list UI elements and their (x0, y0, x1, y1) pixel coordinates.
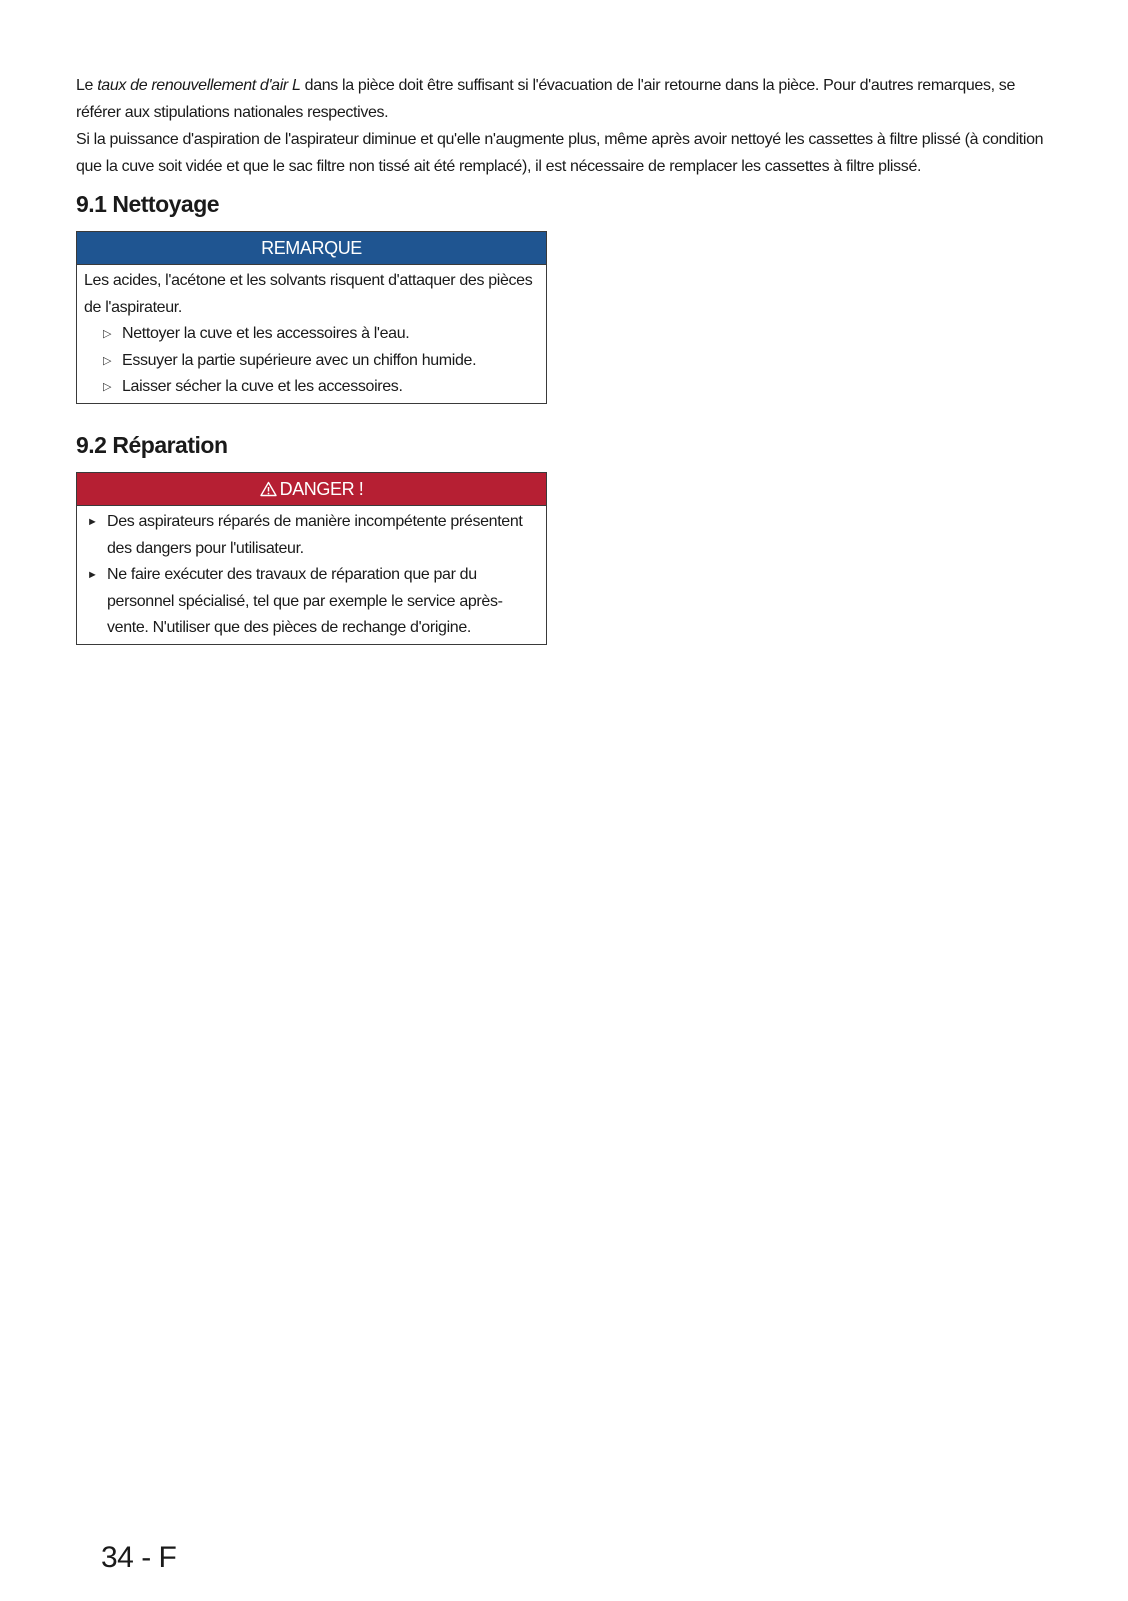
list-item: ► Des aspirateurs réparés de manière incompétente présentent des dangers pour l'utilisateur. (84, 509, 538, 562)
remarque-text: Les acides, l'acétone et les solvants risquent d'attaquer des pièces de l'aspirateur. (84, 272, 533, 316)
danger-header (77, 473, 546, 506)
warning-triangle-icon (260, 475, 277, 507)
remarque-list (84, 321, 538, 401)
intro-paragraph-2: Si la puissance d'aspiration de l'aspirateur diminue et qu'elle n'augmente plus, même après avoir nettoyé les cassettes à filtre plissé (à condition que la cuve soit vidée et que le sac filtre non tissé ait été remplacé), il est nécessaire de remplacer les cassettes à filtre plissé. (76, 131, 1044, 175)
remarque-header: REMARQUE (77, 232, 546, 265)
list-item: ▷ Essuyer la partie supérieure avec un chiffon humide. (84, 348, 538, 375)
hollow-triangle-bullet-icon: ▷ (103, 381, 112, 393)
remarque-body (77, 265, 546, 403)
hollow-triangle-bullet-icon: ▷ (103, 328, 112, 340)
air-renewal-term: taux de renouvellement d'air L (97, 77, 301, 94)
list-item: ▷ Laisser sécher la cuve et les accessoires. (84, 374, 538, 401)
list-item: ► Ne faire exécuter des travaux de réparation que par du personnel spécialisé, tel que par exemple le service après-vente. N'utiliser que des pièces de rechange d'origine. (84, 562, 538, 642)
section-title-cleaning: 9.1 Nettoyage (76, 191, 220, 217)
section-title-repair: 9.2 Réparation (76, 432, 228, 458)
intro-text (76, 72, 1061, 180)
danger-list (84, 509, 538, 642)
danger-header-label: DANGER ! (279, 479, 364, 499)
page-number: 34 - F (101, 1541, 177, 1574)
hollow-triangle-bullet-icon: ▷ (103, 354, 112, 367)
remarque-notice-box (76, 231, 547, 404)
filled-triangle-bullet-icon: ► (87, 569, 98, 581)
filled-triangle-bullet-icon: ► (87, 516, 98, 528)
intro-paragraph-1: Le taux de renouvellement d'air L dans la pièce doit être suffisant si l'évacuation de l'air retourne dans la pièce. Pour d'autres remarques, se référer aux stipulations nationales respectives. (76, 77, 1016, 121)
danger-body (77, 506, 546, 644)
danger-notice-box (76, 472, 547, 645)
list-item: ▷ Nettoyer la cuve et les accessoires à l'eau. (84, 321, 538, 348)
